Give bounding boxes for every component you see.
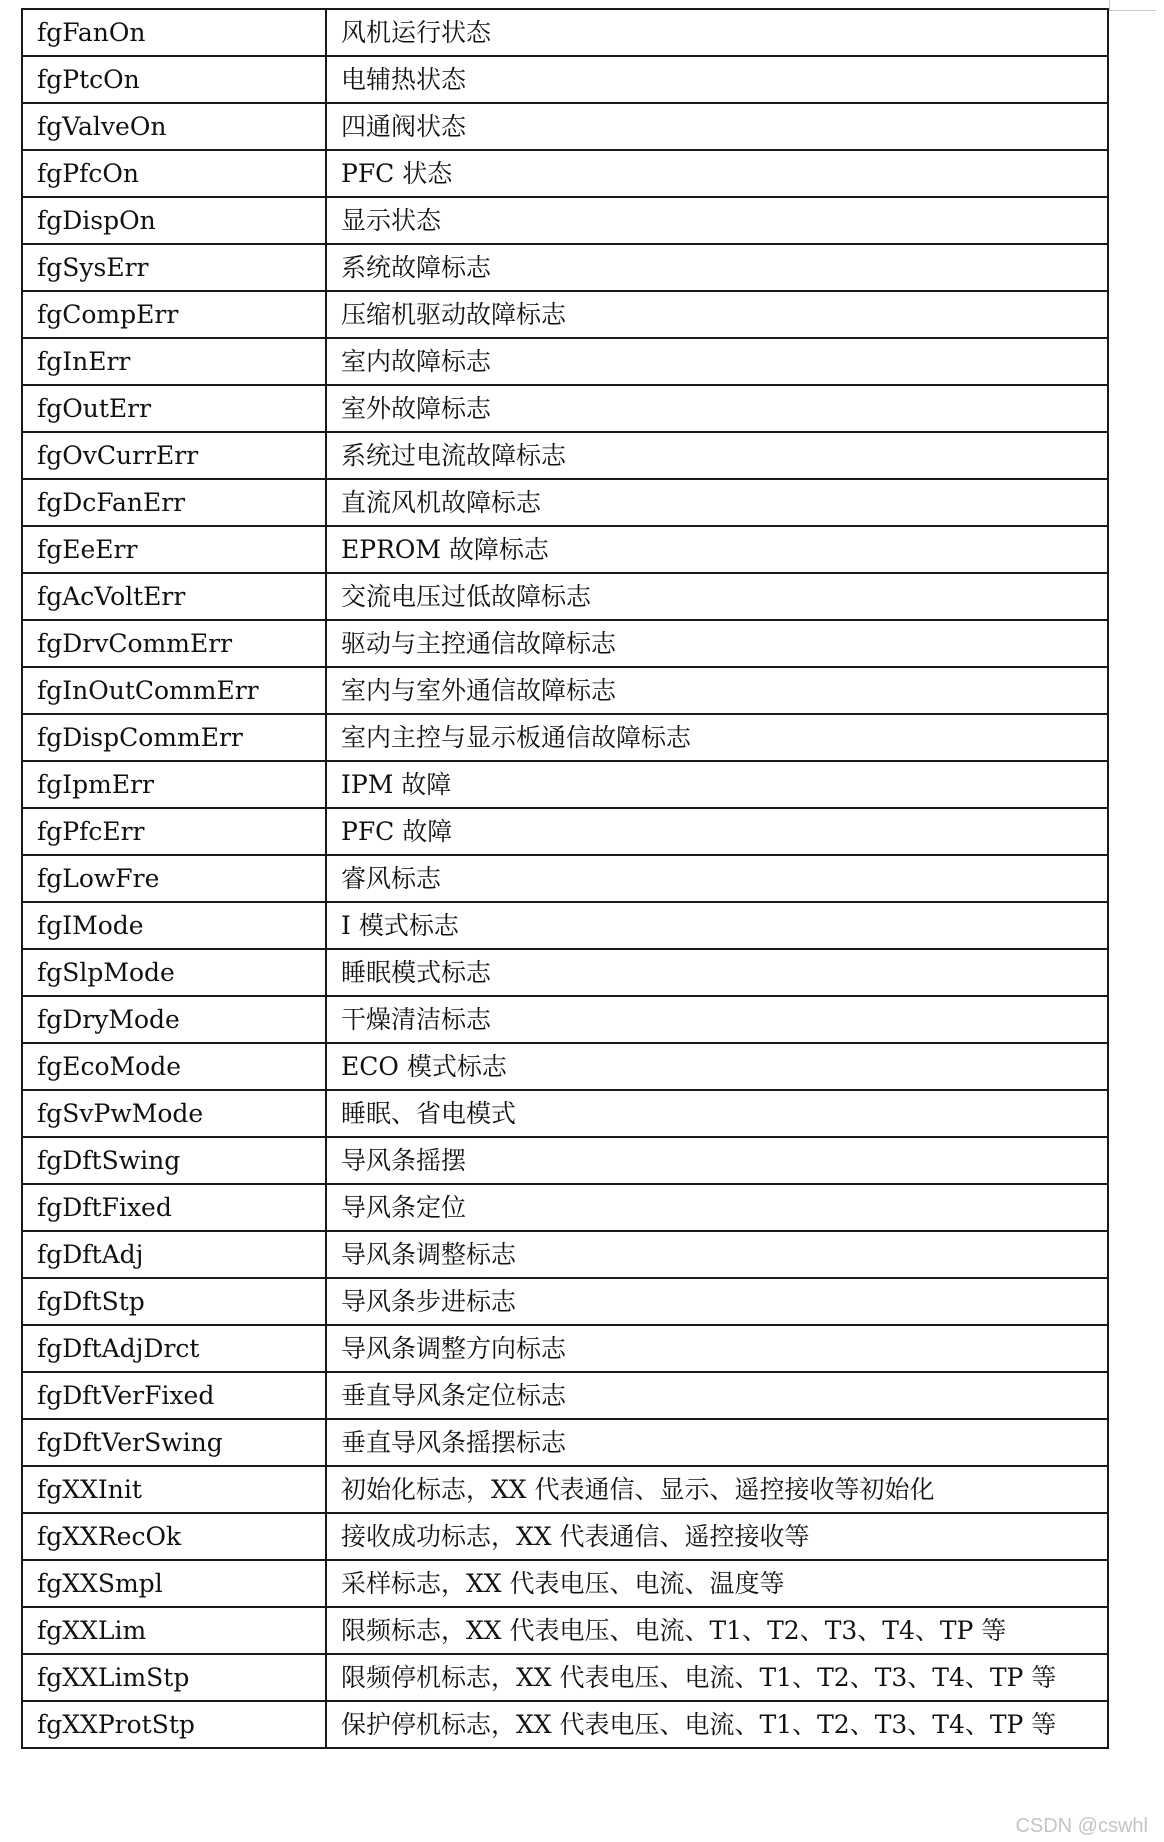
table-row [22,1090,1108,1137]
flag-name-cell: fgSysErr [22,244,326,291]
flag-description-cell: 驱动与主控通信故障标志 [326,620,1108,667]
flag-description-cell: 干燥清洁标志 [326,996,1108,1043]
flag-description-cell: 室内主控与显示板通信故障标志 [326,714,1108,761]
flag-description-cell: 显示状态 [326,197,1108,244]
flag-description-cell: IPM 故障 [326,761,1108,808]
flag-name-cell: fgDftAdj [22,1231,326,1278]
flag-name-cell: fgDispOn [22,197,326,244]
flag-description-cell: 导风条调整标志 [326,1231,1108,1278]
flag-name-cell: fgPfcOn [22,150,326,197]
flag-name-cell: fgIMode [22,902,326,949]
table-row [22,56,1108,103]
page-corner-mark [1109,0,1156,11]
flag-description-cell: EPROM 故障标志 [326,526,1108,573]
table-row [22,291,1108,338]
flag-name-cell: fgIpmErr [22,761,326,808]
flag-name-cell: fgAcVoltErr [22,573,326,620]
table-row [22,479,1108,526]
table-row [22,1607,1108,1654]
table-row [22,338,1108,385]
table-row [22,1231,1108,1278]
flag-description-cell: 直流风机故障标志 [326,479,1108,526]
flag-description-cell: 初始化标志，XX 代表通信、显示、遥控接收等初始化 [326,1466,1108,1513]
table-row [22,855,1108,902]
flag-description-cell: PFC 故障 [326,808,1108,855]
table-row [22,949,1108,996]
table-row [22,103,1108,150]
flag-description-cell: 系统故障标志 [326,244,1108,291]
flag-description-cell: 四通阀状态 [326,103,1108,150]
flag-name-cell: fgDrvCommErr [22,620,326,667]
flag-definition-table [21,8,1109,1749]
flag-description-cell: 导风条定位 [326,1184,1108,1231]
table-row [22,761,1108,808]
table-row [22,573,1108,620]
flag-description-cell: 电辅热状态 [326,56,1108,103]
flag-description-cell: 接收成功标志，XX 代表通信、遥控接收等 [326,1513,1108,1560]
table-row [22,1184,1108,1231]
flag-description-cell: 睡眠、省电模式 [326,1090,1108,1137]
flag-name-cell: fgPfcErr [22,808,326,855]
flag-description-cell: 睿风标志 [326,855,1108,902]
flag-name-cell: fgEeErr [22,526,326,573]
flag-name-cell: fgOvCurrErr [22,432,326,479]
flag-name-cell: fgSlpMode [22,949,326,996]
flag-name-cell: fgXXProtStp [22,1701,326,1748]
flag-name-cell: fgDftFixed [22,1184,326,1231]
flag-description-cell: PFC 状态 [326,150,1108,197]
flag-description-cell: 睡眠模式标志 [326,949,1108,996]
flag-name-cell: fgDispCommErr [22,714,326,761]
table-row [22,1560,1108,1607]
flag-description-cell: 压缩机驱动故障标志 [326,291,1108,338]
table-row [22,1325,1108,1372]
table-row [22,150,1108,197]
table-row [22,996,1108,1043]
flag-name-cell: fgDftVerSwing [22,1419,326,1466]
table-row [22,620,1108,667]
table-row [22,1701,1108,1748]
flag-name-cell: fgFanOn [22,9,326,56]
flag-name-cell: fgXXInit [22,1466,326,1513]
flag-name-cell: fgXXRecOk [22,1513,326,1560]
flag-name-cell: fgPtcOn [22,56,326,103]
table-row [22,808,1108,855]
flag-description-cell: 室内与室外通信故障标志 [326,667,1108,714]
table-row [22,902,1108,949]
table-row [22,667,1108,714]
table-row [22,1372,1108,1419]
flag-name-cell: fgDftSwing [22,1137,326,1184]
flag-description-cell: ECO 模式标志 [326,1043,1108,1090]
flag-name-cell: fgDftVerFixed [22,1372,326,1419]
flag-name-cell: fgDryMode [22,996,326,1043]
watermark: CSDN @cswhl [1015,1815,1148,1837]
flag-description-cell: 导风条步进标志 [326,1278,1108,1325]
flag-description-cell: 垂直导风条摇摆标志 [326,1419,1108,1466]
table-row [22,1137,1108,1184]
table-row [22,9,1108,56]
flag-description-cell: 交流电压过低故障标志 [326,573,1108,620]
flag-name-cell: fgCompErr [22,291,326,338]
table-row [22,244,1108,291]
table-body [22,9,1108,1748]
flag-description-cell: 限频标志，XX 代表电压、电流、T1、T2、T3、T4、TP 等 [326,1607,1108,1654]
flag-description-cell: 限频停机标志，XX 代表电压、电流、T1、T2、T3、T4、TP 等 [326,1654,1108,1701]
table-row [22,432,1108,479]
flag-name-cell: fgOutErr [22,385,326,432]
table-row [22,1278,1108,1325]
flag-name-cell: fgValveOn [22,103,326,150]
table-row [22,1654,1108,1701]
flag-name-cell: fgDftStp [22,1278,326,1325]
flag-name-cell: fgLowFre [22,855,326,902]
flag-name-cell: fgXXSmpl [22,1560,326,1607]
table-row [22,1043,1108,1090]
flag-name-cell: fgXXLimStp [22,1654,326,1701]
flag-description-cell: 采样标志，XX 代表电压、电流、温度等 [326,1560,1108,1607]
table-row [22,714,1108,761]
flag-name-cell: fgSvPwMode [22,1090,326,1137]
table-row [22,1466,1108,1513]
flag-name-cell: fgDftAdjDrct [22,1325,326,1372]
flag-name-cell: fgDcFanErr [22,479,326,526]
flag-name-cell: fgXXLim [22,1607,326,1654]
table-row [22,385,1108,432]
table-row [22,1419,1108,1466]
flag-name-cell: fgInErr [22,338,326,385]
flag-description-cell: 导风条调整方向标志 [326,1325,1108,1372]
table-row [22,526,1108,573]
table-row [22,197,1108,244]
table-row [22,1513,1108,1560]
flag-description-cell: 垂直导风条定位标志 [326,1372,1108,1419]
flag-description-cell: 室内故障标志 [326,338,1108,385]
flag-description-cell: 系统过电流故障标志 [326,432,1108,479]
flag-description-cell: 导风条摇摆 [326,1137,1108,1184]
flag-description-cell: 室外故障标志 [326,385,1108,432]
flag-description-cell: I 模式标志 [326,902,1108,949]
flag-description-cell: 风机运行状态 [326,9,1108,56]
flag-name-cell: fgEcoMode [22,1043,326,1090]
flag-description-cell: 保护停机标志，XX 代表电压、电流、T1、T2、T3、T4、TP 等 [326,1701,1108,1748]
flag-name-cell: fgInOutCommErr [22,667,326,714]
